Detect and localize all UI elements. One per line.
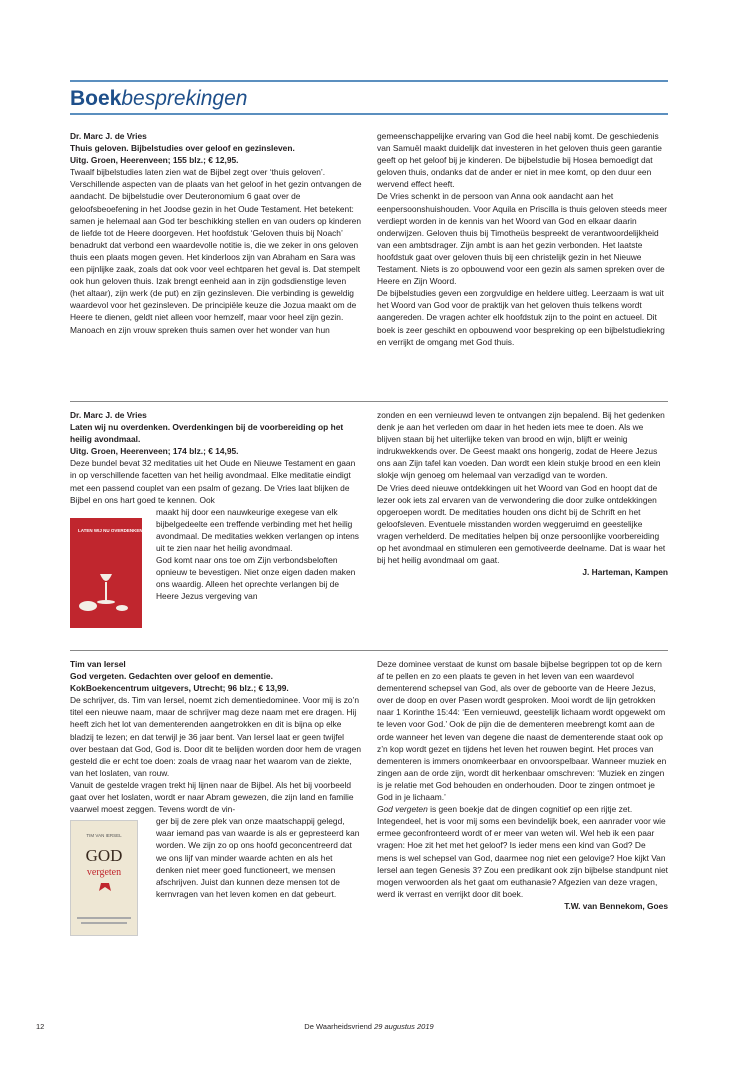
review3-body-left-2: Vanuit de gestelde vragen trekt hij lijnen naar de Bijbel. Als het bij voorbeeld gaat over het loslaten, wordt er naar Abram gewezen, die zijn land en familie vaarwel moest zeggen. Tevens wordt de vin- bbox=[70, 779, 354, 815]
review2-right-column bbox=[377, 409, 668, 578]
book-cover-image bbox=[70, 820, 138, 936]
header-bold: Boek bbox=[70, 87, 122, 110]
review1-publisher: Uitg. Groen, Heerenveen; 155 blz.; € 12,95. bbox=[70, 155, 239, 166]
review3-italic-title: God vergeten bbox=[377, 804, 428, 815]
review1-author: Dr. Marc J. de Vries bbox=[70, 131, 147, 141]
header-italic: besprekingen bbox=[121, 87, 248, 110]
footer-date: 29 augustus 2019 bbox=[374, 1022, 434, 1031]
review2-body-left-1: Deze bundel bevat 32 meditaties uit het Oude en Nieuwe Testament en gaan in op verschillende facetten van het heilig avondmaal. Elke meditatie eindigt met een passend couplet van een psalm of gezang. De Vries laat blijken de Bijbel en ons hart goed te kennen. Ook bbox=[70, 458, 356, 505]
review2-left-column bbox=[70, 409, 362, 628]
cover-vergeten-text: vergeten bbox=[86, 867, 122, 879]
top-rule bbox=[70, 80, 668, 82]
book-cover-image bbox=[70, 518, 142, 628]
header-bottom-rule bbox=[70, 113, 668, 115]
review1-body-right-1: gemeenschappelijke ervaring van God die heel nabij komt. De geschiedenis van Samuël maakt duidelijk dat investeren in het geloven thuis geen garantie geeft op het geloof bij je kinderen. De bijbelstudie bij Hosea bemoedigt dat geloven thuis, ondanks dat de ander er niet in mee komt, op den duur een wervend effect heeft. bbox=[377, 131, 662, 190]
cover-god-text: GOD bbox=[85, 846, 123, 866]
review3-right-column bbox=[377, 658, 668, 912]
review3-cover-wrap bbox=[70, 815, 150, 936]
review2-body-right-2: De Vries deed nieuwe ontdekkingen uit het Woord van God en hoopt dat de lezer ook iets zal ervaren van de verwondering die door zulke ontdekkingen opgeroepen wordt. De meditaties houden ons dicht bij de Schrift en het geloofsleven. Eventuele misstanden worden weggeruimd en geestelijke vragen verhelderd. De meditaties helpen bij onze persoonlijke voorbereiding op het avondmaal en stimuleren een gemotiveerde deelname. Dat is waar het bij het heilig avondmaal om gaat. bbox=[377, 482, 666, 566]
review1-right-column bbox=[377, 130, 668, 348]
review3-body-right-2: is geen boekje dat de dingen cognitief op een rijtje zet. Integendeel, het is voor mij soms een bevindelijk boek, een aanrader voor wie ermee geconfronteerd wordt of er meer van weten wil. Wel heb ik een paar vragen: Hoe zit het met het geloof? Is ieder mens een kind van God? De mens is wel schepsel van God, daarmee nog niet een gelovige? Hoe kijkt Van Iersel aan tegen Genesis 3? Zou een predikant ook zijn bijbelse standpunt niet mogen verwoorden als het gaat om euthanasie? Afgezien van deze vragen, werd ik verrast en verrijkt door dit boek. bbox=[377, 804, 668, 899]
review3-body-left-3: ger bij de zere plek van onze maatschappij gelegd, waar iemand pas van waarde is als er gepresteerd kan worden. We zijn zo op ons hoofd geconcentreerd dat we ons lijf van minder waarde achten en als het denken niet meer goed functioneert, we mensen afschrijven. Juist dan kunnen deze mensen tot de kernvragen van het leven komen en dat gebeurt. bbox=[156, 816, 360, 899]
review1-left-column bbox=[70, 130, 362, 336]
review1-title: Thuis geloven. Bijbelstudies over geloof en gezinsleven. bbox=[70, 143, 295, 154]
review2-signature: J. Harteman, Kampen bbox=[582, 567, 668, 578]
review1-body-left: Twaalf bijbelstudies laten zien wat de Bijbel zegt over ‘thuis geloven’. Verschillende aspecten van de plaats van het geloof in het gezin ontvangen de aandacht. De bijbelstudie over Deuteronomium 6 gaat over de geloofsbeoefening in het Joodse gezin in het Oude Testament. Het betekent: samen je helemaal aan God ter beschikking stellen en van ouders op kinderen de liefde tot de Heere doorgeven. Het hoofdstuk ‘Geloven thuis bij Noach’ benadrukt dat verbond een waardevolle notitie is, die we zeker in ons geloven thuis een plaats mogen geven. Het kinderloos zijn van Abraham en Sara was een pijnlijke zaak, zoals dat ook voor veel echtparen het geval is. Dat stempelt ook hun geloven thuis. Izak brengt eenheid aan in zijn godsdienstige leven (het altaar), zijn werk (de put) en zijn gezinsleven. Die verbinding is geweldig waardevol voor het gezinsleven. De principiële keuze die Jozua maakt om de Heere te dienen, geldt niet alleen voor hemzelf, maar voor heel zijn gezin. Manoach en zijn vrouw spreken thuis samen over het wonder van hun bbox=[70, 167, 362, 335]
review3-body-right-1: Deze dominee verstaat de kunst om basale bijbelse begrippen tot op de kern af te pellen en zo een plaats te geven in het leven van een waardevol dementerend schepsel van God, als over de geboorte van de Heere Jezus, over de doop en over Pasen wordt gesproken. Mooi wordt de lijn getrokken naar 1 Korinthe 15:44: ‘Een vernieuwd, geestelijk lichaam wordt opgewekt om te leven voor God.’ Ook de pijn die de dementeren meebrengt komt aan de orde wanneer het leven van degene die naast de dementerende staat ook op z’n kop wordt gezet en tijdens het leven het rouwen begint. Het proces van dementeren is immers onomkeerbaar en onvoorspelbaar. Wanneer muziek en zingen aan de orde zijn, wordt dit herkenbaar omschreven: ‘Muziek en zingen is je relatie met God behouden en onderhouden. Door te zingen ontmoet je God in je lichaam.’ bbox=[377, 659, 667, 803]
separator-2 bbox=[70, 650, 668, 651]
page-number: 12 bbox=[36, 1022, 45, 1031]
review3-left-column bbox=[70, 658, 362, 936]
cover-title-text: LATEN WIJ NU OVERDENKEN bbox=[78, 527, 142, 533]
review2-cover-wrap bbox=[70, 506, 150, 628]
review2-body-left-3: God komt naar ons toe om Zijn verbondsbeloften opnieuw te bevestigen. Niet onze eigen daden maken ons waardig. Alleen het oprechte verlangen bij de Heere Jezus vergeving van bbox=[156, 555, 356, 602]
review3-title: God vergeten. Gedachten over geloof en dementie. bbox=[70, 671, 273, 682]
review2-author: Dr. Marc J. de Vries bbox=[70, 410, 147, 420]
review1-body-right-2: De Vries schenkt in de persoon van Anna ook aandacht aan het eenpersoonshuishouden. Voor Aquila en Priscilla is thuis geloven steeds meer verdiept worden in de kennis van het Woord van God en elkaar daarin onderwijzen. Geloven thuis bij Timotheüs bespreekt de verantwoordelijkheid van een ambtsdrager. Zijn ambt is aan het gezin verbonden. Het laatste hoofdstuk gaat over geloven thuis bij een christelijk gezin in het Nieuwe Testament. Niets is zo opbouwend voor een gezin als samen spreken over de Heere en Zijn Woord. bbox=[377, 191, 668, 287]
review3-body-right-2-para bbox=[377, 803, 668, 900]
review1-body-right-3: De bijbelstudies geven een zorgvuldige en heldere uitleg. Leerzaam is wat uit het Woord van God voor de praktijk van het geloven thuis telkens wordt aangereden. De vragen achter elk hoofdstuk zijn to the point en actueel. Dit boek is zeer geschikt en opbouwend voor bespreking op een bijbelstudiekring en verrijkt de omgang met God thuis. bbox=[377, 288, 665, 347]
book-cover-graphic bbox=[71, 821, 137, 935]
footer-magazine-name: De Waarheidsvriend bbox=[304, 1022, 372, 1031]
book-cover-graphic bbox=[70, 518, 142, 628]
review3-body-left-1: De schrijver, ds. Tim van Iersel, noemt zich dementiedominee. Voor mij is zo’n titel een nieuwe naam, maar de schrijver mag deze naam met ere dragen. Hij heeft zich het lot van dementerenden aangetrokken en dit is bijna op elke bladzij te lezen; en dat terwijl je 36 jaar bent. Van Iersel laat er geen twijfel over bestaan dat God, God is. Door dit te belijden worden door hem de vragen gesteld die er echt toe doen: zoals de vraag naar het waarom van de ziekte, van het loslaten, van rouw. bbox=[70, 695, 361, 778]
review3-signature: T.W. van Bennekom, Goes bbox=[564, 900, 668, 911]
review2-publisher: Uitg. Groen, Heerenveen; 174 blz.; € 14,95. bbox=[70, 446, 239, 457]
review2-body-right-1: zonden en een vernieuwd leven te ontvangen zijn bepalend. Bij het gedenken denk je aan het verleden om daar in het heden iets mee te doen. Als we blijven staan bij het uiterlijke teken van brood en wijn, blijft er weinig indrukwekkends over. De Geest maakt ons hongerig, zodat de Heere Jezus ons aan Zijn tafel kan voeden. Dan wordt een klein stukje brood en een klein slokje wijn genoeg om helemaal van verzadigd van te worden. bbox=[377, 410, 665, 481]
cover-author-text: TIM VAN IERSEL bbox=[86, 833, 122, 839]
review2-title: Laten wij nu overdenken. Overdenkingen bij de voorbereiding op het heilig avondmaal. bbox=[70, 422, 344, 445]
review3-author: Tim van Iersel bbox=[70, 659, 126, 669]
footer-magazine bbox=[0, 1022, 738, 1031]
review2-body-left-2: maakt hij door een nauwkeurige exegese van elk bijbelgedeelte een treffende verbinding met het heilig avondmaal. De meditaties wekken verlangen op intens uit te zien naar het heilig avondmaal. bbox=[156, 506, 359, 554]
review3-publisher: KokBoekencentrum uitgevers, Utrecht; 96 blz.; € 13,99. bbox=[70, 683, 289, 694]
separator-1 bbox=[70, 401, 668, 402]
section-header bbox=[70, 86, 247, 112]
